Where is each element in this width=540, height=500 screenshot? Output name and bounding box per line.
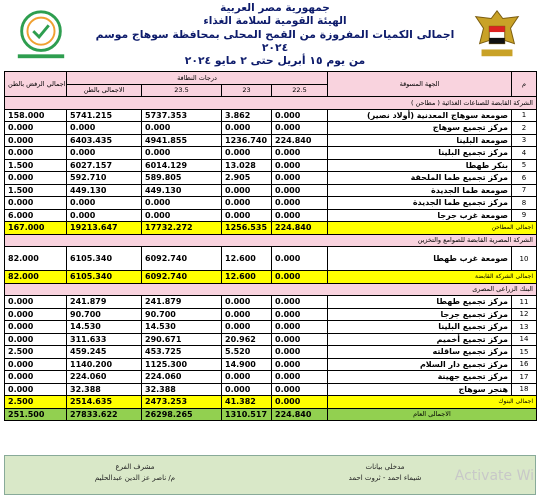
table-row — [5, 247, 537, 271]
entity-name-cell: صومعة غرب طهطا — [328, 247, 512, 271]
entity-name-cell: صومعة طما الجديدة — [328, 184, 512, 197]
table-body — [5, 72, 537, 421]
grade-23-5-cell: 589.805 — [142, 172, 222, 185]
table-row — [5, 172, 537, 185]
row-index-cell: 8 — [512, 197, 537, 210]
entity-name-cell: صومعة سوهاج المعدنية (أولاد نصير) — [328, 109, 512, 122]
grade-22-5-cell: 0.000 — [272, 383, 328, 396]
grade-22-5-cell: 0.000 — [272, 333, 328, 346]
total-label-cell: الاجمالى العام — [328, 408, 537, 421]
grade-23-5-cell: 32.388 — [142, 383, 222, 396]
total-cell: 0.000 — [67, 147, 142, 160]
total-cell: 6027.157 — [67, 159, 142, 172]
entity-name-cell: مركز تجميع طما الملحقة — [328, 172, 512, 185]
rejected-cell: 82.000 — [5, 247, 67, 271]
table-row — [5, 197, 537, 210]
grade-22-5-cell: 0.000 — [272, 184, 328, 197]
total-cell: 6105.340 — [67, 247, 142, 271]
rejected-cell: 6.000 — [5, 209, 67, 222]
rejected-cell: 167.000 — [5, 222, 67, 235]
table-row — [5, 333, 537, 346]
rejected-cell: 251.500 — [5, 408, 67, 421]
grade-23-5-cell: 2473.253 — [142, 396, 222, 409]
total-cell: 592.710 — [67, 172, 142, 185]
grade-23-cell: 41.382 — [222, 396, 272, 409]
table-row — [5, 296, 537, 309]
rejected-cell: 82.000 — [5, 271, 67, 284]
entity-name-cell: مركز تجميع جرجا — [328, 308, 512, 321]
grade-23-cell: 0.000 — [222, 383, 272, 396]
supervisor-signature — [45, 462, 225, 484]
rejected-cell: 0.000 — [5, 358, 67, 371]
total-label-cell: اجمالى المطاحن — [328, 222, 537, 235]
row-index-cell: 12 — [512, 308, 537, 321]
grade-23-cell: 0.000 — [222, 197, 272, 210]
table-row — [5, 308, 537, 321]
wheat-quantities-table — [4, 71, 537, 421]
grade-23-5-cell: 241.879 — [142, 296, 222, 309]
total-cell: 0.000 — [67, 197, 142, 210]
total-cell: 0.000 — [67, 209, 142, 222]
col-g225-header: 22.5 — [272, 84, 328, 97]
nfsa-logo — [12, 6, 70, 64]
rejected-cell: 0.000 — [5, 308, 67, 321]
total-cell: 459.245 — [67, 346, 142, 359]
total-label-cell: اجمالى البنوك — [328, 396, 537, 409]
total-cell: 241.879 — [67, 296, 142, 309]
entity-name-cell: مركز تجميع دار السلام — [328, 358, 512, 371]
grade-23-5-cell: 17732.272 — [142, 222, 222, 235]
grade-22-5-cell: 0.000 — [272, 172, 328, 185]
total-cell: 311.633 — [67, 333, 142, 346]
total-cell: 224.060 — [67, 371, 142, 384]
section-total-row — [5, 222, 537, 235]
row-index-cell: 16 — [512, 358, 537, 371]
row-index-cell: 2 — [512, 122, 537, 135]
table-row — [5, 358, 537, 371]
grade-23-5-cell: 449.130 — [142, 184, 222, 197]
section-total-row — [5, 396, 537, 409]
entity-name-cell: مركز تجميع سوهاج — [328, 122, 512, 135]
rejected-cell: 2.500 — [5, 346, 67, 359]
grade-22-5-cell: 224.840 — [272, 222, 328, 235]
grade-23-cell: 20.962 — [222, 333, 272, 346]
rejected-cell: 0.000 — [5, 147, 67, 160]
grade-23-cell: 13.028 — [222, 159, 272, 172]
col-g23-header: 23 — [222, 84, 272, 97]
rejected-cell: 1.500 — [5, 159, 67, 172]
table-row — [5, 321, 537, 334]
rejected-cell: 0.000 — [5, 197, 67, 210]
row-index-cell: 6 — [512, 172, 537, 185]
table-row — [5, 383, 537, 396]
total-cell: 32.388 — [67, 383, 142, 396]
row-index-cell: 7 — [512, 184, 537, 197]
grade-23-cell: 0.000 — [222, 209, 272, 222]
table-row — [5, 371, 537, 384]
header-country: جمهورية مصر العربية — [220, 2, 330, 14]
grade-22-5-cell: 0.000 — [272, 122, 328, 135]
grade-23-cell: 1236.740 — [222, 134, 272, 147]
grade-23-5-cell: 290.671 — [142, 333, 222, 346]
section-title-cell: الشركة المصرية القابضة للصوامع والتخزين — [5, 234, 537, 247]
grade-23-5-cell: 4941.855 — [142, 134, 222, 147]
grade-23-5-cell: 224.060 — [142, 371, 222, 384]
rejected-cell: 0.000 — [5, 321, 67, 334]
total-cell: 0.000 — [67, 122, 142, 135]
section-title-cell: البنك الزراعى المصرى — [5, 283, 537, 296]
grade-23-5-cell: 5737.353 — [142, 109, 222, 122]
entity-name-cell: مركز تجميع البلينا — [328, 321, 512, 334]
row-index-cell: 18 — [512, 383, 537, 396]
entity-name-cell: صومعة غرب جرجا — [328, 209, 512, 222]
table-row — [5, 122, 537, 135]
grade-23-5-cell: 14.530 — [142, 321, 222, 334]
grade-23-cell: 0.000 — [222, 308, 272, 321]
supervisor-name: م/ ناصر عز الدين عبدالحليم — [94, 474, 176, 482]
grade-22-5-cell: 224.840 — [272, 134, 328, 147]
grade-23-cell: 0.000 — [222, 371, 272, 384]
grade-23-cell: 12.600 — [222, 271, 272, 284]
section-header-row — [5, 234, 537, 247]
grade-22-5-cell: 0.000 — [272, 197, 328, 210]
grade-22-5-cell: 0.000 — [272, 296, 328, 309]
row-index-cell: 9 — [512, 209, 537, 222]
header-authority: الهيئة القومية لسلامة الغذاء — [203, 15, 347, 27]
report-header — [0, 0, 540, 70]
grade-23-5-cell: 6014.129 — [142, 159, 222, 172]
entity-name-cell: مركز تجميع طهطا — [328, 296, 512, 309]
grade-23-5-cell: 0.000 — [142, 197, 222, 210]
data-entry-signature — [295, 462, 475, 484]
rejected-cell: 0.000 — [5, 333, 67, 346]
rejected-cell: 1.500 — [5, 184, 67, 197]
header-row-1 — [5, 72, 537, 85]
grade-22-5-cell: 0.000 — [272, 371, 328, 384]
total-cell: 14.530 — [67, 321, 142, 334]
entity-name-cell: مركز تجميع أخميم — [328, 333, 512, 346]
table-row — [5, 159, 537, 172]
row-index-cell: 10 — [512, 247, 537, 271]
windows-activation-watermark: Activate Wi — [454, 468, 534, 484]
col-rejected-header: اجمالي الرفض بالطن — [5, 72, 67, 97]
col-g235-header: 23.5 — [142, 84, 222, 97]
section-total-row — [5, 271, 537, 284]
grade-23-cell: 0.000 — [222, 122, 272, 135]
rejected-cell: 0.000 — [5, 383, 67, 396]
grade-22-5-cell: 0.000 — [272, 109, 328, 122]
rejected-cell: 0.000 — [5, 296, 67, 309]
section-header-row — [5, 97, 537, 110]
grade-23-cell: 0.000 — [222, 321, 272, 334]
entity-name-cell: صومعة البلينا — [328, 134, 512, 147]
row-index-cell: 4 — [512, 147, 537, 160]
grade-22-5-cell: 0.000 — [272, 159, 328, 172]
report-title: اجمالى الكميات المفروزة من القمح المحلى بمحافظة سوهاج موسم ٢٠٢٤ — [95, 28, 455, 54]
table-row — [5, 147, 537, 160]
row-index-cell: 1 — [512, 109, 537, 122]
entity-name-cell: مركز تجميع طما الجديدة — [328, 197, 512, 210]
rejected-cell: 0.000 — [5, 122, 67, 135]
egypt-eagle-emblem — [468, 4, 526, 64]
entity-name-cell: هنجر سوهاج — [328, 383, 512, 396]
data-entry-names: شيماء احمد - ثروت احمد — [348, 474, 422, 482]
grade-23-5-cell: 6092.740 — [142, 247, 222, 271]
row-index-cell: 5 — [512, 159, 537, 172]
col-idx-header: م — [512, 72, 537, 97]
grade-23-cell: 2.905 — [222, 172, 272, 185]
entity-name-cell: مركز تجميع ساقلته — [328, 346, 512, 359]
grade-22-5-cell: 0.000 — [272, 247, 328, 271]
grade-22-5-cell: 0.000 — [272, 271, 328, 284]
grade-22-5-cell: 0.000 — [272, 358, 328, 371]
grade-22-5-cell: 0.000 — [272, 396, 328, 409]
supervisor-title: مشرف الفرع — [115, 463, 155, 471]
row-index-cell: 17 — [512, 371, 537, 384]
total-cell: 19213.647 — [67, 222, 142, 235]
report-period: من يوم ١٥ أبريل حتى ٢ مايو ٢٠٢٤ — [184, 54, 366, 67]
entity-name-cell: مركز تجميع البلينا — [328, 147, 512, 160]
grade-23-cell: 14.900 — [222, 358, 272, 371]
rejected-cell: 0.000 — [5, 371, 67, 384]
rejected-cell: 2.500 — [5, 396, 67, 409]
grade-22-5-cell: 224.840 — [272, 408, 328, 421]
table-row — [5, 346, 537, 359]
entity-name-cell: مركز تجميع جهينة — [328, 371, 512, 384]
total-cell: 27833.622 — [67, 408, 142, 421]
rejected-cell: 0.000 — [5, 134, 67, 147]
total-cell: 6403.435 — [67, 134, 142, 147]
col-entity-header: الجهة المسوقة — [328, 72, 512, 97]
col-total-header: الاجمالى بالطن — [67, 84, 142, 97]
row-index-cell: 14 — [512, 333, 537, 346]
total-cell: 2514.635 — [67, 396, 142, 409]
total-cell: 449.130 — [67, 184, 142, 197]
row-index-cell: 15 — [512, 346, 537, 359]
section-title-cell: الشركة القابضة للصناعات الغذائية ( مطاحن ) — [5, 97, 537, 110]
total-cell: 5741.215 — [67, 109, 142, 122]
grade-23-cell: 1310.517 — [222, 408, 272, 421]
table-row — [5, 184, 537, 197]
row-index-cell: 3 — [512, 134, 537, 147]
header-text-block — [95, 2, 455, 67]
grade-23-5-cell: 0.000 — [142, 147, 222, 160]
total-label-cell: اجمالى الشركة القابضة — [328, 271, 537, 284]
total-cell: 90.700 — [67, 308, 142, 321]
grade-23-cell: 0.000 — [222, 147, 272, 160]
rejected-cell: 158.000 — [5, 109, 67, 122]
grade-23-cell: 12.600 — [222, 247, 272, 271]
grade-23-cell: 1256.535 — [222, 222, 272, 235]
grade-23-5-cell: 1125.300 — [142, 358, 222, 371]
entity-name-cell: بنكر طهطا — [328, 159, 512, 172]
total-cell: 1140.200 — [67, 358, 142, 371]
row-index-cell: 11 — [512, 296, 537, 309]
grade-23-cell: 5.520 — [222, 346, 272, 359]
grade-22-5-cell: 0.000 — [272, 147, 328, 160]
grade-23-5-cell: 6092.740 — [142, 271, 222, 284]
grand-total-row — [5, 408, 537, 421]
grade-22-5-cell: 0.000 — [272, 308, 328, 321]
grade-22-5-cell: 0.000 — [272, 346, 328, 359]
grade-23-cell: 0.000 — [222, 184, 272, 197]
col-grade-group-header: درجات النظافة — [67, 72, 328, 85]
table-row — [5, 134, 537, 147]
grade-23-5-cell: 26298.265 — [142, 408, 222, 421]
total-cell: 6105.340 — [67, 271, 142, 284]
grade-22-5-cell: 0.000 — [272, 321, 328, 334]
row-index-cell: 13 — [512, 321, 537, 334]
data-entry-title: مدخلى بيانات — [365, 463, 405, 471]
grade-23-cell: 3.862 — [222, 109, 272, 122]
table-row — [5, 209, 537, 222]
section-header-row — [5, 283, 537, 296]
grade-22-5-cell: 0.000 — [272, 209, 328, 222]
grade-23-5-cell: 0.000 — [142, 122, 222, 135]
rejected-cell: 0.000 — [5, 172, 67, 185]
grade-23-5-cell: 453.725 — [142, 346, 222, 359]
table-row — [5, 109, 537, 122]
grade-23-5-cell: 90.700 — [142, 308, 222, 321]
grade-23-cell: 0.000 — [222, 296, 272, 309]
grade-23-5-cell: 0.000 — [142, 209, 222, 222]
